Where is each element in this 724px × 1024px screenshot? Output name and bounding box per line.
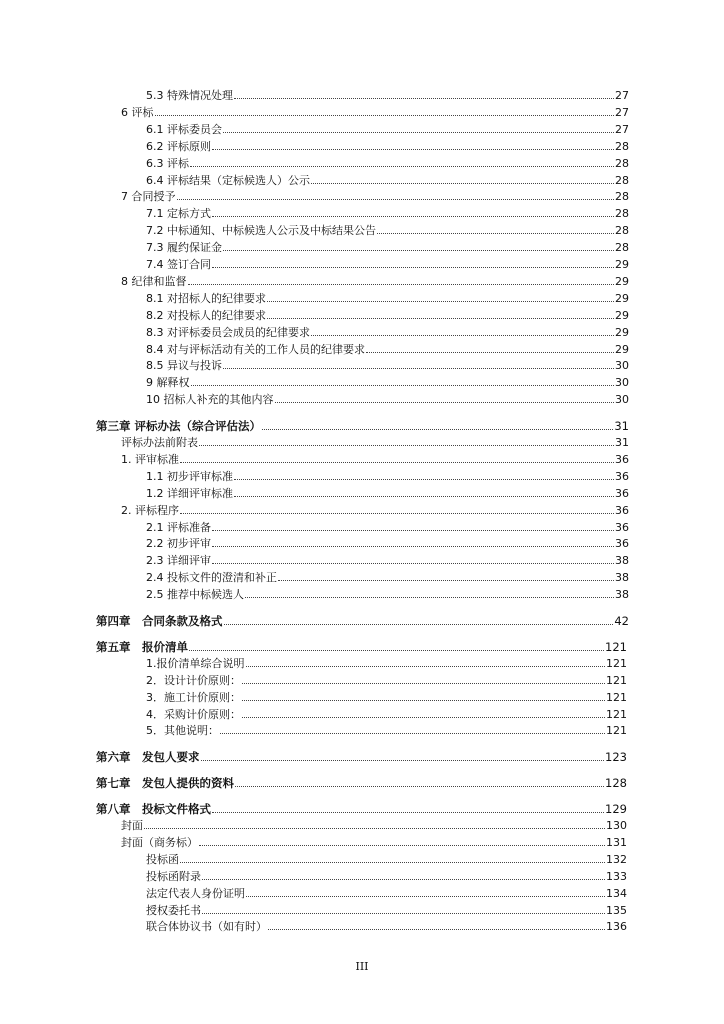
toc-entry-page: 129 bbox=[605, 802, 627, 817]
toc-entry[interactable] bbox=[146, 887, 627, 901]
toc-entry-title: 第七章 发包人提供的资料 bbox=[96, 776, 234, 791]
toc-entry-title: 8 纪律和监督 bbox=[121, 274, 187, 288]
toc-entry[interactable] bbox=[121, 106, 629, 120]
toc-entry[interactable] bbox=[146, 691, 627, 705]
toc-entry[interactable] bbox=[146, 326, 629, 340]
toc-entry-page: 130 bbox=[606, 819, 627, 832]
dot-leader bbox=[267, 309, 614, 319]
toc-entry-title: 7.3 履约保证金 bbox=[146, 241, 222, 255]
page-number: III bbox=[355, 960, 369, 973]
toc-entry[interactable] bbox=[146, 224, 629, 238]
dot-leader bbox=[199, 436, 614, 446]
toc-entry-page: 36 bbox=[615, 520, 629, 534]
toc-entry-page: 121 bbox=[606, 690, 627, 704]
toc-entry-title: 1.1 初步评审标准 bbox=[146, 469, 233, 483]
toc-entry-title: 7.4 签订合同 bbox=[146, 258, 211, 271]
toc-entry-title: 第八章 投标文件格式 bbox=[96, 802, 211, 817]
toc-entry-page: 28 bbox=[615, 173, 629, 187]
toc-entry-title: 9 解释权 bbox=[146, 376, 190, 390]
dot-leader bbox=[199, 836, 605, 846]
toc-entry-page: 36 bbox=[615, 469, 629, 483]
toc-entry-page: 30 bbox=[615, 376, 629, 390]
toc-entry-page: 135 bbox=[606, 903, 627, 917]
dot-leader bbox=[180, 504, 614, 514]
toc-entry[interactable] bbox=[96, 802, 627, 816]
toc-entry[interactable] bbox=[146, 853, 627, 867]
toc-entry-page: 31 bbox=[614, 419, 629, 434]
toc-entry[interactable] bbox=[146, 258, 629, 272]
dot-leader bbox=[366, 343, 614, 353]
dot-leader bbox=[224, 615, 614, 625]
toc-entry[interactable] bbox=[96, 750, 627, 764]
toc-entry-page: 134 bbox=[606, 886, 627, 900]
toc-entry[interactable] bbox=[146, 904, 627, 918]
toc-entry-page: 36 bbox=[615, 537, 629, 551]
toc-entry[interactable] bbox=[121, 453, 629, 467]
toc-entry[interactable] bbox=[146, 241, 629, 255]
toc-entry-title: 第六章 发包人要求 bbox=[96, 750, 200, 765]
dot-leader bbox=[201, 751, 605, 761]
dot-leader bbox=[202, 870, 605, 880]
toc-entry-title: 封面 bbox=[121, 819, 143, 832]
toc-entry-page: 28 bbox=[615, 139, 629, 153]
toc-entry-page: 133 bbox=[606, 869, 627, 883]
toc-entry[interactable] bbox=[121, 190, 629, 204]
toc-entry-page: 29 bbox=[615, 342, 629, 356]
toc-entry-title: 联合体协议书（如有时） bbox=[146, 920, 267, 934]
toc-entry-title: 第四章 合同条款及格式 bbox=[96, 614, 223, 628]
dot-leader bbox=[246, 657, 606, 667]
toc-entry-title: 2. 评标程序 bbox=[121, 503, 179, 517]
toc-entry[interactable] bbox=[121, 504, 629, 518]
toc-entry-title: 2．设计计价原则： bbox=[146, 673, 241, 687]
dot-leader bbox=[234, 89, 614, 99]
dot-leader bbox=[202, 904, 605, 914]
toc-entry[interactable] bbox=[96, 776, 627, 790]
dot-leader bbox=[212, 803, 604, 813]
toc-entry-page: 30 bbox=[615, 393, 629, 407]
dot-leader bbox=[311, 326, 614, 336]
toc-entry-title: 2.1 评标准备 bbox=[146, 520, 211, 534]
toc-entry-page: 29 bbox=[615, 291, 629, 305]
toc-entry-title: 6.2 评标原则 bbox=[146, 139, 211, 153]
dot-leader bbox=[275, 393, 615, 403]
dot-leader bbox=[212, 140, 614, 150]
dot-leader bbox=[223, 241, 614, 251]
toc-entry-title: 6.4 评标结果（定标候选人）公示 bbox=[146, 173, 310, 187]
toc-entry-page: 121 bbox=[606, 673, 627, 687]
dot-leader bbox=[190, 157, 614, 167]
toc-entry-page: 28 bbox=[615, 224, 629, 238]
toc-entry-title: 8.3 对评标委员会成员的纪律要求 bbox=[146, 325, 310, 339]
toc-entry[interactable] bbox=[146, 674, 627, 688]
dot-leader bbox=[212, 521, 614, 531]
dot-leader bbox=[245, 588, 614, 598]
toc-entry-title: 2.5 推荐中标候选人 bbox=[146, 588, 244, 602]
dot-leader bbox=[234, 470, 614, 480]
toc-entry-page: 28 bbox=[615, 156, 629, 170]
toc-entry[interactable] bbox=[146, 174, 629, 188]
toc-entry-title: 1.报价清单综合说明 bbox=[146, 656, 245, 670]
toc-entry-page: 29 bbox=[615, 274, 629, 288]
toc-entry-title: 2.3 详细评审 bbox=[146, 554, 211, 568]
dot-leader bbox=[189, 641, 604, 651]
toc-entry[interactable] bbox=[146, 157, 629, 171]
toc-entry-page: 28 bbox=[615, 190, 629, 204]
toc-entry-title: 1. 评审标准 bbox=[121, 452, 179, 466]
toc-entry[interactable] bbox=[146, 123, 629, 137]
dot-leader bbox=[268, 920, 605, 930]
toc-entry-title: 第三章 评标办法（综合评估法） bbox=[96, 419, 262, 434]
toc-entry-page: 38 bbox=[615, 588, 629, 602]
toc-entry[interactable] bbox=[146, 393, 629, 407]
toc-entry-page: 28 bbox=[615, 241, 629, 255]
toc-entry-title: 第五章 报价清单 bbox=[96, 639, 188, 654]
dot-leader bbox=[180, 453, 614, 463]
toc-entry-page: 136 bbox=[606, 920, 627, 934]
toc-entry-title: 5．其他说明： bbox=[146, 724, 219, 738]
toc-entry-title: 6.3 评标 bbox=[146, 156, 189, 170]
toc-entry-title: 7 合同授予 bbox=[121, 190, 176, 204]
dot-leader bbox=[242, 674, 605, 684]
toc-entry[interactable] bbox=[146, 657, 627, 671]
dot-leader bbox=[212, 258, 614, 268]
toc-entry[interactable] bbox=[96, 419, 629, 433]
dot-leader bbox=[242, 708, 605, 718]
toc-entry[interactable] bbox=[146, 487, 629, 501]
toc-entry[interactable] bbox=[146, 359, 629, 373]
toc-entry-title: 8.1 对招标人的纪律要求 bbox=[146, 291, 266, 305]
toc-entry[interactable] bbox=[146, 207, 629, 221]
toc-entry-title: 2.4 投标文件的澄清和补正 bbox=[146, 571, 277, 585]
toc-entry-page: 30 bbox=[615, 359, 629, 373]
dot-leader bbox=[212, 537, 614, 547]
toc-entry-title: 4．采购计价原则： bbox=[146, 707, 241, 721]
toc-entry-title: 5.3 特殊情况处理 bbox=[146, 89, 233, 102]
toc-entry[interactable] bbox=[146, 537, 629, 551]
toc-entry[interactable] bbox=[121, 436, 629, 450]
toc-entry-title: 8.5 异议与投诉 bbox=[146, 359, 222, 373]
toc-entry[interactable] bbox=[146, 588, 629, 602]
toc-entry-page: 29 bbox=[615, 325, 629, 339]
toc-entry-page: 42 bbox=[614, 614, 629, 628]
toc-entry-title: 法定代表人身份证明 bbox=[146, 886, 245, 900]
dot-leader bbox=[223, 359, 614, 369]
toc-entry-title: 7.2 中标通知、中标候选人公示及中标结果公告 bbox=[146, 224, 376, 238]
dot-leader bbox=[235, 777, 604, 787]
toc-entry-page: 27 bbox=[615, 105, 629, 119]
toc-entry-title: 投标函附录 bbox=[146, 869, 201, 883]
toc-entry-title: 7.1 定标方式 bbox=[146, 207, 211, 221]
dot-leader bbox=[191, 376, 615, 386]
toc-entry-page: 36 bbox=[615, 486, 629, 500]
toc-entry-page: 128 bbox=[605, 776, 627, 791]
toc-entry-page: 36 bbox=[615, 452, 629, 466]
toc-entry[interactable] bbox=[121, 836, 627, 850]
dot-leader bbox=[267, 292, 614, 302]
dot-leader bbox=[180, 853, 605, 863]
toc-entry[interactable] bbox=[121, 275, 629, 289]
toc-entry[interactable] bbox=[146, 554, 629, 568]
dot-leader bbox=[262, 420, 613, 430]
toc-entry-page: 121 bbox=[606, 724, 627, 738]
toc-entry-page: 131 bbox=[606, 835, 627, 849]
toc-entry-page: 31 bbox=[615, 436, 629, 449]
toc-entry-page: 121 bbox=[606, 707, 627, 721]
toc-entry[interactable] bbox=[96, 640, 627, 654]
dot-leader bbox=[177, 190, 615, 200]
toc-entry-page: 38 bbox=[615, 554, 629, 568]
toc-entry-title: 8.2 对投标人的纪律要求 bbox=[146, 308, 266, 322]
toc-entry-page: 27 bbox=[615, 122, 629, 136]
toc-entry[interactable] bbox=[121, 819, 627, 833]
toc-entry-page: 121 bbox=[606, 656, 627, 670]
toc-entry-title: 封面（商务标） bbox=[121, 835, 198, 849]
toc-entry[interactable] bbox=[146, 708, 627, 722]
toc-entry-title: 授权委托书 bbox=[146, 903, 201, 917]
toc-entry-title: 3．施工计价原则： bbox=[146, 690, 241, 704]
toc-entry-page: 123 bbox=[605, 750, 627, 765]
toc-entry[interactable] bbox=[146, 140, 629, 154]
dot-leader bbox=[234, 487, 614, 497]
toc-entry-title: 投标函 bbox=[146, 852, 179, 866]
dot-leader bbox=[377, 224, 614, 234]
toc-entry[interactable] bbox=[146, 292, 629, 306]
toc-entry[interactable] bbox=[146, 470, 629, 484]
dot-leader bbox=[212, 554, 614, 564]
toc-entry[interactable] bbox=[146, 920, 627, 934]
toc-entry-page: 27 bbox=[615, 89, 629, 102]
toc-entry[interactable] bbox=[146, 724, 627, 738]
dot-leader bbox=[242, 691, 605, 701]
dot-leader bbox=[223, 123, 614, 133]
toc-entry[interactable] bbox=[96, 614, 629, 628]
toc-entry-title: 评标办法前附表 bbox=[121, 436, 198, 449]
dot-leader bbox=[278, 571, 614, 581]
toc-entry[interactable] bbox=[146, 343, 629, 357]
dot-leader bbox=[220, 724, 605, 734]
toc-entry-title: 6.1 评标委员会 bbox=[146, 122, 222, 136]
toc-entry-title: 8.4 对与评标活动有关的工作人员的纪律要求 bbox=[146, 342, 365, 356]
toc-entry[interactable] bbox=[146, 376, 629, 390]
toc-entry[interactable] bbox=[146, 870, 627, 884]
dot-leader bbox=[212, 207, 614, 217]
toc-entry-title: 2.2 初步评审 bbox=[146, 537, 211, 551]
toc-entry-title: 10 招标人补充的其他内容 bbox=[146, 393, 274, 407]
toc-entry-page: 29 bbox=[615, 308, 629, 322]
dot-leader bbox=[188, 275, 615, 285]
toc-entry[interactable] bbox=[146, 521, 629, 535]
toc-entry[interactable] bbox=[146, 571, 629, 585]
toc-entry-page: 38 bbox=[615, 571, 629, 585]
toc-entry[interactable] bbox=[146, 309, 629, 323]
dot-leader bbox=[155, 106, 615, 116]
dot-leader bbox=[246, 887, 605, 897]
toc-entry-page: 36 bbox=[615, 503, 629, 517]
toc-entry-title: 1.2 详细评审标准 bbox=[146, 486, 233, 500]
toc-entry-page: 121 bbox=[605, 639, 627, 654]
dot-leader bbox=[311, 174, 614, 184]
toc-entry-page: 29 bbox=[615, 258, 629, 271]
dot-leader bbox=[144, 819, 605, 829]
toc-entry-page: 132 bbox=[606, 852, 627, 866]
toc-entry[interactable] bbox=[146, 89, 629, 103]
toc-entry-page: 28 bbox=[615, 207, 629, 221]
toc-entry-title: 6 评标 bbox=[121, 105, 154, 119]
